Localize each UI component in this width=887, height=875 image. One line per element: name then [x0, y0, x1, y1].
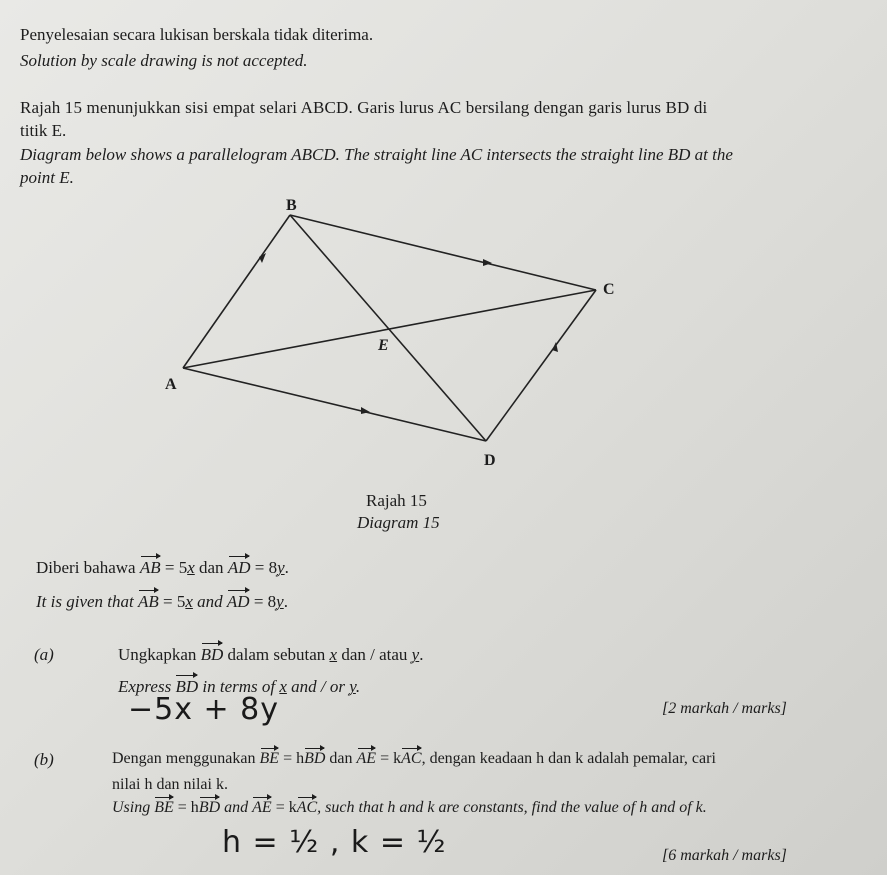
part-a-ms-post: dalam sebutan: [227, 645, 326, 664]
k-eq: = k: [275, 799, 297, 816]
part-b-dan: dan: [329, 750, 353, 767]
caption-en: Diagram 15: [357, 513, 440, 532]
ab-coef: 5: [176, 592, 186, 611]
vector-y: y: [277, 558, 285, 577]
label-c: C: [603, 281, 615, 298]
intro-en-line2: point E.: [20, 168, 74, 187]
vector-x: x: [185, 592, 193, 611]
vector-ae: AE: [356, 750, 377, 767]
intro-en-line1: Diagram below shows a parallelogram ABCD. The straight line AC intersects the straight line BD at the: [20, 145, 733, 164]
part-b-marks: [6 markah / marks]: [662, 847, 787, 864]
vector-y: y: [276, 592, 284, 611]
vector-ad: AD: [226, 592, 250, 611]
part-a-handwritten-answer: −5x + 8y: [128, 692, 280, 727]
given-en-prefix: It is given that: [36, 592, 134, 611]
given-ms-prefix: Diberi bahawa: [36, 558, 136, 577]
part-b-ms-post: , dengan keadaan h dan k adalah pemalar, cari: [421, 750, 716, 767]
vector-x: x: [279, 677, 287, 696]
ad-coef: 8: [268, 558, 278, 577]
part-b-en-pre: Using: [112, 799, 151, 816]
part-b-ms: [112, 750, 716, 768]
eq-sign: =: [253, 592, 264, 611]
part-a-en-join: and / or: [291, 677, 345, 696]
label-a: A: [165, 376, 177, 393]
intro-ms-line2: titik E.: [20, 121, 67, 140]
period: .: [283, 592, 288, 611]
eq-sign: =: [254, 558, 265, 577]
vector-ab: AB: [139, 558, 161, 577]
part-a-ms-join: dan / atau: [341, 645, 408, 664]
vector-be: BE: [154, 799, 174, 816]
part-b-ms-pre: Dengan menggunakan: [112, 750, 256, 767]
vector-be: BE: [259, 750, 280, 767]
instruction-en: Solution by scale drawing is not accepted.: [20, 51, 308, 70]
side-ab: [183, 215, 290, 368]
eq-sign: =: [164, 558, 175, 577]
part-b-handwritten-answer: h = ½ , k = ½: [222, 825, 447, 860]
ad-coef: 8: [267, 592, 277, 611]
part-a-en-pre: Express: [118, 677, 172, 696]
side-bc: [290, 215, 596, 290]
period: .: [419, 645, 424, 664]
vector-bd: BD: [304, 750, 326, 767]
part-a-label: (a): [34, 645, 54, 664]
part-a-en-post: in terms of: [202, 677, 276, 696]
vector-bd: BD: [200, 645, 224, 664]
vector-ac: AC: [296, 799, 318, 816]
label-d: D: [484, 452, 496, 469]
part-b-ms-line2: nilai h dan nilai k.: [112, 776, 228, 793]
period: .: [284, 558, 289, 577]
part-a-ms-pre: Ungkapkan: [118, 645, 197, 664]
part-b-en-post: , such that h and k are constants, find the value of h and of k.: [317, 799, 707, 816]
vector-x: x: [187, 558, 195, 577]
k-eq: = k: [380, 750, 402, 767]
vector-y: y: [349, 677, 356, 696]
vector-bd: BD: [198, 799, 221, 816]
h-eq: = h: [177, 799, 199, 816]
part-a-marks: [2 markah / marks]: [662, 700, 787, 717]
part-b-en: [112, 799, 707, 817]
vector-ae: AE: [252, 799, 272, 816]
vector-ab: AB: [137, 592, 159, 611]
diagonal-bd: [290, 215, 486, 441]
given-ms: [36, 558, 289, 578]
eq-sign: =: [163, 592, 173, 611]
instruction-ms: Penyelesaian secara lukisan berskala tidak diterima.: [20, 25, 374, 44]
intro-ms-line1: Rajah 15 menunjukkan sisi empat selari ABCD. Garis lurus AC bersilang dengan garis lurus BD di: [20, 98, 708, 117]
vector-ac: AC: [401, 750, 422, 767]
caption-ms: Rajah 15: [366, 491, 427, 510]
vector-y: y: [411, 645, 420, 664]
given-en: [36, 592, 288, 612]
part-a-ms: [118, 645, 423, 665]
part-b-label: (b): [34, 750, 54, 769]
period: .: [355, 677, 361, 696]
ab-coef: 5: [178, 558, 188, 577]
label-b: B: [286, 197, 297, 214]
given-en-and: and: [197, 592, 223, 611]
given-ms-and: dan: [199, 558, 224, 577]
vector-x: x: [329, 645, 338, 664]
h-eq: = h: [283, 750, 305, 767]
label-e: E: [378, 337, 389, 354]
side-cd: [486, 290, 596, 441]
vector-ad: AD: [227, 558, 251, 577]
side-ad: [183, 368, 486, 441]
vector-bd: BD: [175, 677, 199, 696]
part-b-en-and: and: [224, 799, 249, 816]
